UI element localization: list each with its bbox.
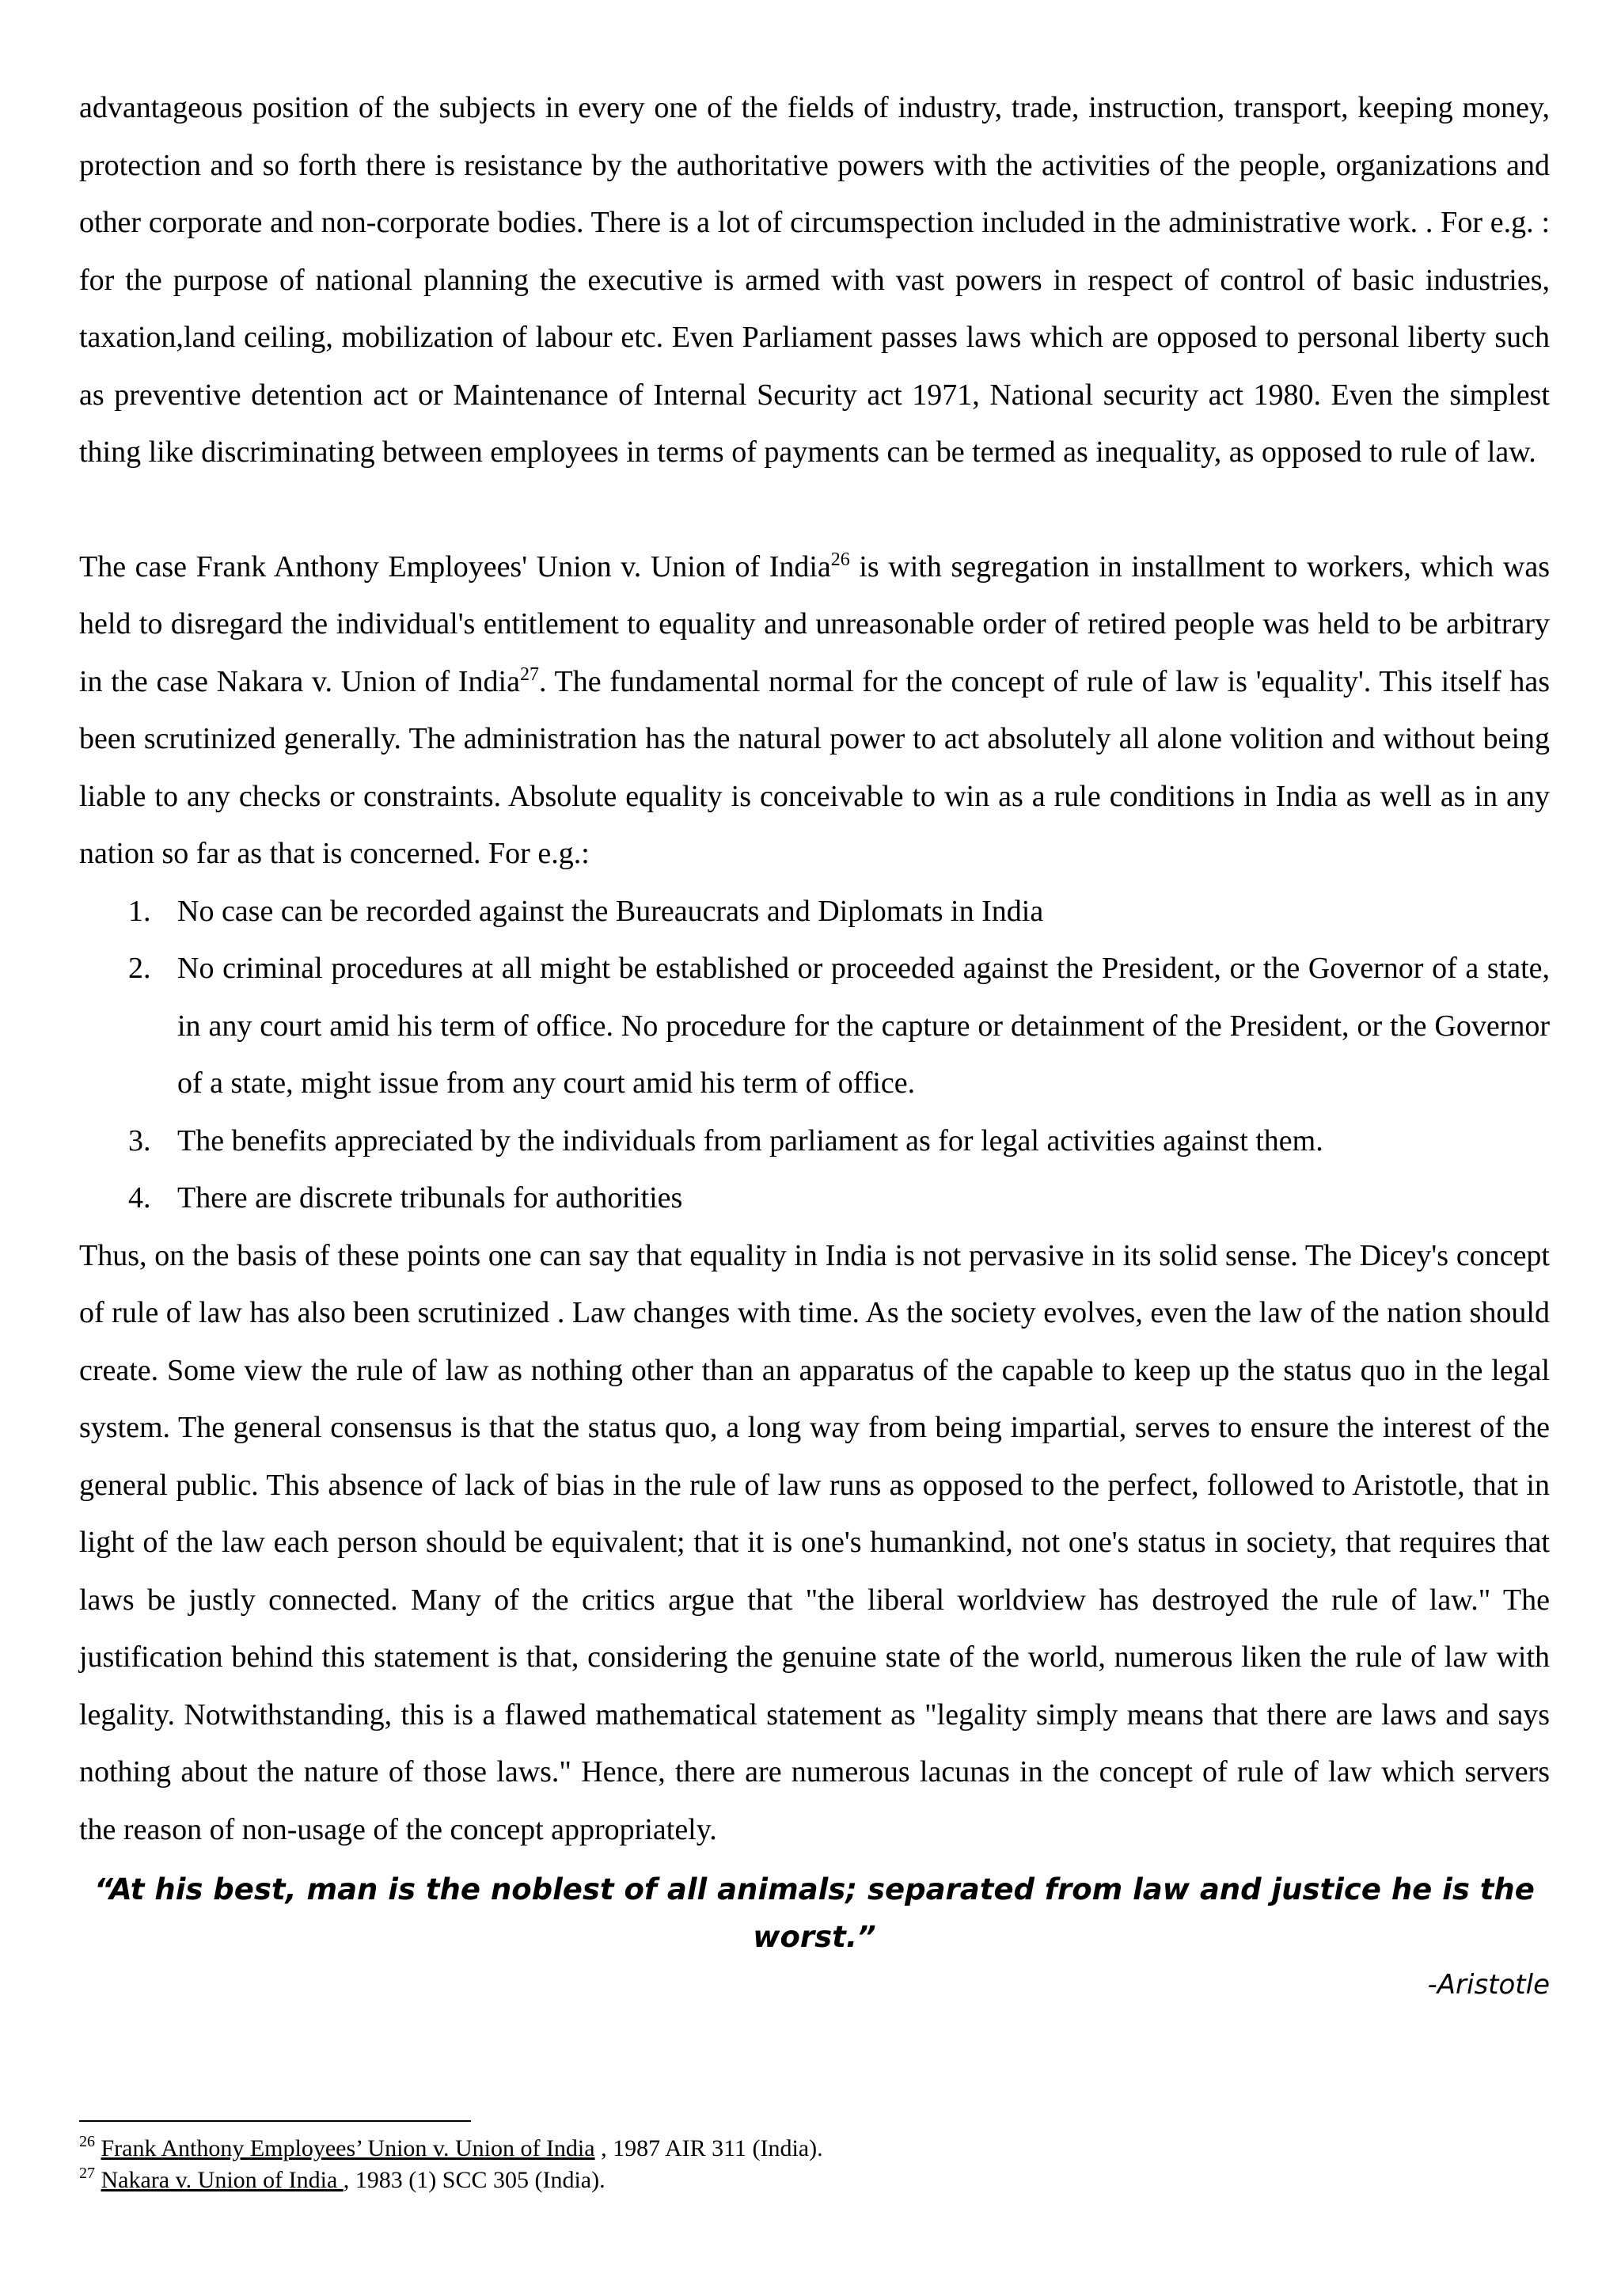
body-paragraph-2: [79, 538, 1550, 883]
footnote-ref-26: 26: [830, 549, 850, 570]
list-item-number: 2.: [128, 952, 151, 985]
footnote-citation: , 1983 (1) SCC 305 (India).: [343, 2167, 606, 2193]
list-item: [79, 1169, 1550, 1227]
list-item-text: There are discrete tribunals for authorities: [177, 1181, 683, 1215]
footnote-citation: , 1987 AIR 311 (India).: [594, 2135, 823, 2161]
list-item-number: 1.: [128, 894, 151, 928]
footnote-divider: [79, 2120, 471, 2122]
list-item: [79, 883, 1550, 941]
list-item-text: The benefits appreciated by the individuals from parliament as for legal activities against them.: [177, 1123, 1323, 1158]
footnotes-section: [79, 2120, 1550, 2196]
paragraph-2-text-c: . The fundamental normal for the concept of rule of law is 'equality'. This itself has been scrutinized generally. The administration has the natural power to act absolutely all alone volition and without being liable to any checks or constraints. Absolute equality is conceivable to win as a rule conditions in India as well as in any nation so far as that is concerned. For e.g.:: [79, 664, 1551, 870]
footnote-number: 27: [79, 2165, 95, 2182]
body-paragraph-3: Thus, on the basis of these points one can say that equality in India is not pervasive in its solid sense. The Dicey's concept of rule of law has also been scrutinized . Law changes with time. As the society evolves, even the law of the nation should create. Some view the rule of law as nothing other than an apparatus of the capable to keep up the status quo in the legal system. The general consensus is that the status quo, a long way from being impartial, serves to ensure the interest of the general public. This absence of lack of bias in the rule of law runs as opposed to the perfect, followed to Aristotle, that in light of the law each person should be equivalent; that it is one's humankind, not one's status in society, that requires that laws be justly connected. Many of the critics argue that "the liberal worldview has destroyed the rule of law." The justification behind this statement is that, considering the genuine state of the world, numerous liken the rule of law with legality. Notwithstanding, this is a flawed mathematical statement as "legality simply means that there are laws and says nothing about the nature of those laws." Hence, there are numerous lacunas in the concept of rule of law which servers the reason of non-usage of the concept appropriately.: [79, 1238, 1550, 1846]
footnote-case-name: Nakara v. Union of India: [101, 2167, 344, 2193]
paragraph-2-text-a: The case Frank Anthony Employees' Union v. Union of India: [79, 549, 831, 584]
footnote-case-name: Frank Anthony Employees’ Union v. Union of India: [101, 2135, 595, 2161]
paragraph-2-text-b: is with segregation in installment to workers, which was held to disregard the individual's entitlement to equality and unreasonable order of retired people was held to be arbitrary in the case Nakara v. Union of India: [79, 549, 1550, 698]
list-item-number: 4.: [128, 1181, 151, 1215]
numbered-list: [79, 883, 1550, 1227]
list-item: [79, 940, 1550, 1112]
aristotle-quote: “At his best, man is the noblest of all animals; separated from law and justice he is the worst.”: [94, 1872, 1535, 1954]
list-item-text: No criminal procedures at all might be established or proceeded against the President, or the Governor of a state, in any court amid his term of office. No procedure for the capture or detainment of the President, or the Governor of a state, might issue from any court amid his term of office.: [177, 952, 1550, 1100]
body-paragraph-1: advantageous position of the subjects in every one of the fields of industry, trade, instruction, transport, keeping money, protection and so forth there is resistance by the authoritative powers with the activities of the people, organizations and other corporate and non-corporate bodies. There is a lot of circumspection included in the administrative work. . For e.g. : for the purpose of national planning the executive is armed with vast powers in respect of control of basic industries, taxation,land ceiling, mobilization of labour etc. Even Parliament passes laws which are opposed to personal liberty such as preventive detention act or Maintenance of Internal Security act 1971, National security act 1980. Even the simplest thing like discriminating between employees in terms of payments can be termed as inequality, as opposed to rule of law.: [79, 91, 1550, 469]
list-item: [79, 1112, 1550, 1170]
quote-attribution: -Aristotle: [1427, 1969, 1550, 2001]
footnote-27: [79, 2165, 1550, 2196]
list-item-number: 3.: [128, 1123, 151, 1158]
document-page: [79, 79, 1550, 2009]
footnote-ref-27: 27: [519, 663, 539, 685]
list-item-text: No case can be recorded against the Bureaucrats and Diplomats in India: [177, 894, 1044, 928]
footnote-number: 26: [79, 2133, 95, 2150]
footnote-26: [79, 2133, 1550, 2165]
